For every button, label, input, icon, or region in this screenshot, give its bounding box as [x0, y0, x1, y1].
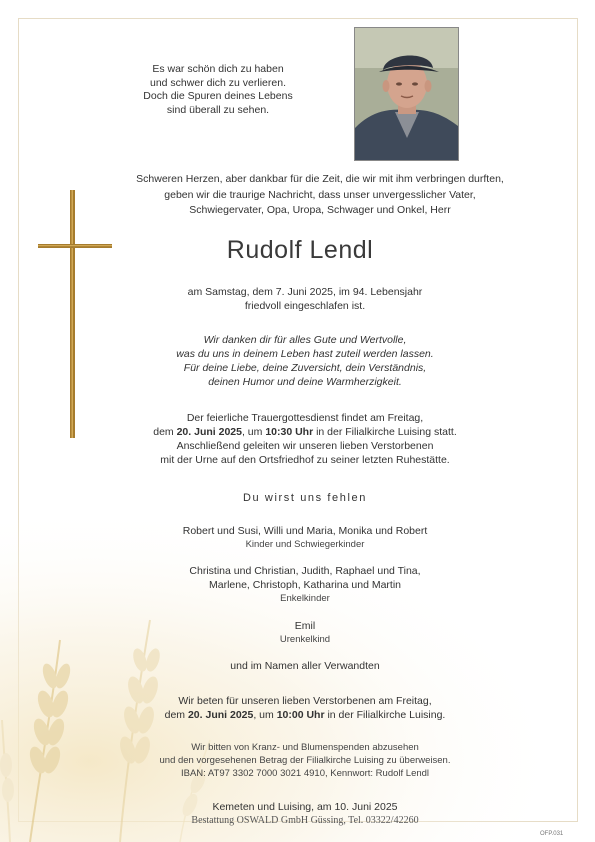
grandchildren-names: Marlene, Christoph, Katharina und Martin: [208, 579, 401, 591]
portrait-photo: [354, 27, 459, 161]
death-line: friedvoll eingeschlafen ist.: [244, 300, 366, 312]
mourners-great-grandchild: [110, 619, 500, 647]
funeral-service: [110, 411, 500, 467]
prayer-time: 10:00 Uhr: [276, 709, 325, 721]
poem-line: und schwer dich zu verlieren.: [150, 76, 286, 89]
gratitude-line: was du uns in deinem Leben hast zuteil werden lassen.: [176, 348, 434, 360]
mourners-grandchildren: [110, 564, 500, 606]
service-line: Anschließend geleiten wir unseren lieben Verstorbenen: [176, 440, 434, 452]
intro-line: geben wir die traurige Nachricht, dass unser unvergesslicher Vater,: [164, 188, 476, 201]
farewell-heading: Du wirst uns fehlen: [243, 492, 367, 504]
deceased-name: Rudolf Lendl: [226, 236, 374, 264]
grandchildren-label: Enkelkinder: [280, 593, 330, 604]
service-date: 20. Juni 2025: [176, 426, 242, 438]
great-grandchild-label: Urenkelkind: [279, 634, 331, 645]
gratitude-line: deinen Humor und deine Warmherzigkeit.: [208, 376, 402, 388]
poem-line: Doch die Spuren deines Lebens: [143, 90, 293, 102]
template-code: OFP.031: [540, 831, 564, 837]
prayer-notice: [110, 694, 500, 722]
service-time: 10:30 Uhr: [265, 426, 314, 438]
poem-line: Es war schön dich zu haben: [152, 63, 284, 75]
gratitude-line: Für deine Liebe, deine Zuversicht, dein Verständnis,: [183, 362, 427, 374]
prayer-date: 20. Juni 2025: [187, 709, 254, 721]
donation-request: [110, 741, 500, 780]
mourners-children: [110, 524, 500, 552]
relatives-line: und im Namen aller Verwandten: [230, 660, 380, 672]
intro-line: Schweren Herzen, aber dankbar für die Zeit, die wir mit ihm verbringen durften,: [136, 173, 504, 185]
grandchildren-names: Christina und Christian, Judith, Raphael und Tina,: [189, 565, 421, 577]
service-line: Der feierliche Trauergottesdienst findet am Freitag,: [186, 412, 424, 424]
service-line: mit der Urne auf den Ortsfriedhof zu seiner letzten Ruhestätte.: [160, 454, 450, 466]
prayer-line: dem 20. Juni 2025, um 10:00 Uhr in der Filialkirche Luising.: [164, 709, 446, 721]
cross-icon: [38, 190, 112, 440]
donation-line: Wir bitten von Kranz- und Blumenspenden abzusehen: [191, 742, 419, 753]
poem-line: sind überall zu sehen.: [166, 103, 270, 116]
death-notice: [110, 285, 500, 313]
donation-line: und den vorgesehenen Betrag der Filialkirche Luising zu überweisen.: [159, 755, 451, 766]
intro-line: Schwiegervater, Opa, Uropa, Schwager und Onkel, Herr: [189, 204, 451, 216]
donation-line: IBAN: AT97 3302 7000 3021 4910, Kennwort: Rudolf Lendl: [180, 768, 430, 779]
undertaker-info: Bestattung OSWALD GmbH Güssing, Tel. 03322/42260: [191, 815, 419, 826]
poem: [118, 63, 318, 117]
gratitude-line: Wir danken dir für alles Gute und Wertvolle,: [203, 334, 407, 346]
great-grandchild-name: Emil: [294, 620, 316, 632]
gratitude-text: [110, 333, 500, 389]
portrait-image: [355, 28, 458, 160]
place-date: Kemeten und Luising, am 10. Juni 2025: [212, 801, 398, 813]
children-label: Kinder und Schwiegerkinder: [245, 539, 365, 550]
prayer-line: Wir beten für unseren lieben Verstorbenen am Freitag,: [178, 695, 432, 707]
death-line: am Samstag, dem 7. Juni 2025, im 94. Lebensjahr: [187, 286, 423, 298]
children-names: Robert und Susi, Willi und Maria, Monika und Robert: [182, 525, 428, 537]
announcement-intro: [80, 172, 560, 219]
service-line: dem 20. Juni 2025, um 10:30 Uhr in der Filialkirche Luising statt.: [153, 426, 457, 438]
